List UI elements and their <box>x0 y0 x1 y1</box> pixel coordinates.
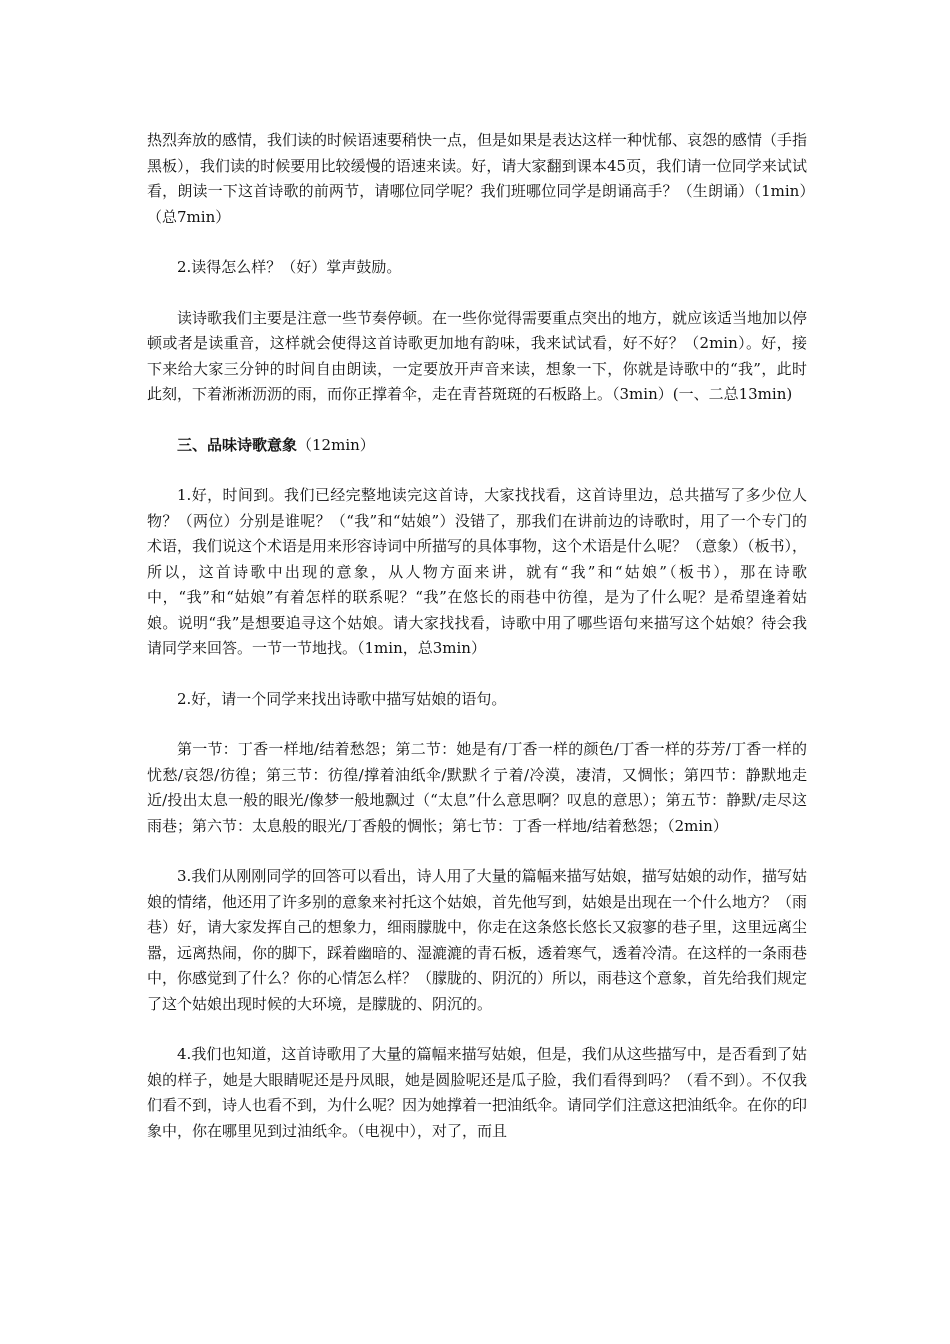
document-body <box>147 128 807 1169</box>
paragraph-find-lines: 2.好，请一个同学来找出诗歌中描写姑娘的语句。 <box>177 689 507 708</box>
section-heading-imagery <box>147 433 807 459</box>
paragraph-reading-feedback: 2.读得怎么样？（好）掌声鼓励。 <box>177 258 402 276</box>
section-heading-duration: （12min） <box>297 435 375 454</box>
paragraph-imagery-question: 1.好，时间到。我们已经完整地读完这首诗，大家找找看，这首诗里边，总共描写了多少位人物？（两位）分别是谁呢？（“我”和“姑娘”）没错了，那我们在讲前边的诗歌时，用了一个专门的术语，我们说这个术语是用来形容诗词中所描写的具体事物，这个术语是什么呢？（意象）（板书），所以，这首诗歌中出现的意象，从人物方面来讲，就有“我”和“姑娘”（板书），那在诗歌中，“我”和“姑娘”有着怎样的联系呢？“我”在悠长的雨巷中彷徨，是为了什么呢？是希望逢着姑娘。说明“我”是想要追寻这个姑娘。请大家找找看，诗歌中用了哪些语句来描写这个姑娘？待会我请同学来回答。一节一节地找。（1min，总3min） <box>147 486 808 657</box>
section-heading-title: 三、品味诗歌意象 <box>177 435 298 454</box>
paragraph-continuation: 热烈奔放的感情，我们读的时候语速要稍快一点，但是如果是表达这样一种忧郁、哀怨的感情（手指黑板），我们读的时候要用比较缓慢的语速来读。好，请大家翻到课本45页，我们请一位同学来试试看，朗读一下这首诗歌的前两节，请哪位同学呢？我们班哪位同学是朗诵高手？（生朗诵）（1min）（总7min） <box>147 131 808 226</box>
paragraph-stanza-lines: 第一节：丁香一样地/结着愁怨；第二节：她是有/丁香一样的颜色/丁香一样的芬芳/丁香一样的忧愁/哀怨/彷徨；第三节：彷徨/撑着油纸伞/默默彳亍着/冷漠，凄清，又惆怅；第四节：静默地走近/投出太息一般的眼光/像梦一般地飘过（“太息”什么意思啊？叹息的意思）；第五节：静默/走尽这雨巷；第六节：太息般的眼光/丁香般的惆怅；第七节：丁香一样地/结着愁怨；（2min） <box>147 740 807 835</box>
paragraph-rhythm-pause: 读诗歌我们主要是注意一些节奏停顿。在一些你觉得需要重点突出的地方，就应该适当地加以停顿或者是读重音，这样就会使得这首诗歌更加地有韵味，我来试试看，好不好？（2min）。好，接下来给大家三分钟的时间自由朗读，一定要放开声音来读，想象一下，你就是诗歌中的“我”，此时此刻，下着淅淅沥沥的雨，而你正撑着伞，走在青苔斑斑的石板路上。（3min）(一、二总13min) <box>147 308 808 403</box>
paragraph-oil-paper-umbrella: 4.我们也知道，这首诗歌用了大量的篇幅来描写姑娘，但是，我们从这些描写中，是否看到了姑娘的样子，她是大眼睛呢还是丹凤眼，她是圆脸呢还是瓜子脸，我们看得到吗？（看不到）。不仅我们看不到，诗人也看不到，为什么呢？因为她撑着一把油纸伞。请同学们注意这把油纸伞。在你的印象中，你在哪里见到过油纸伞。（电视中），对了，而且 <box>147 1045 808 1140</box>
paragraph-rain-lane: 3.我们从刚刚同学的回答可以看出，诗人用了大量的篇幅来描写姑娘，描写姑娘的动作，描写姑娘的情绪，他还用了许多别的意象来衬托这个姑娘，首先他写到，姑娘是出现在一个什么地方？（雨巷）好，请大家发挥自己的想象力，细雨朦胧中，你走在这条悠长悠长又寂寥的巷子里，这里远离尘嚣，远离热闹，你的脚下，踩着幽暗的、湿漉漉的青石板，透着寒气，透着冷清。在这样的一条雨巷中，你感觉到了什么？你的心情怎么样？（朦胧的、阴沉的）所以，雨巷这个意象，首先给我们规定了这个姑娘出现时候的大环境，是朦胧的、阴沉的。 <box>147 867 808 1013</box>
